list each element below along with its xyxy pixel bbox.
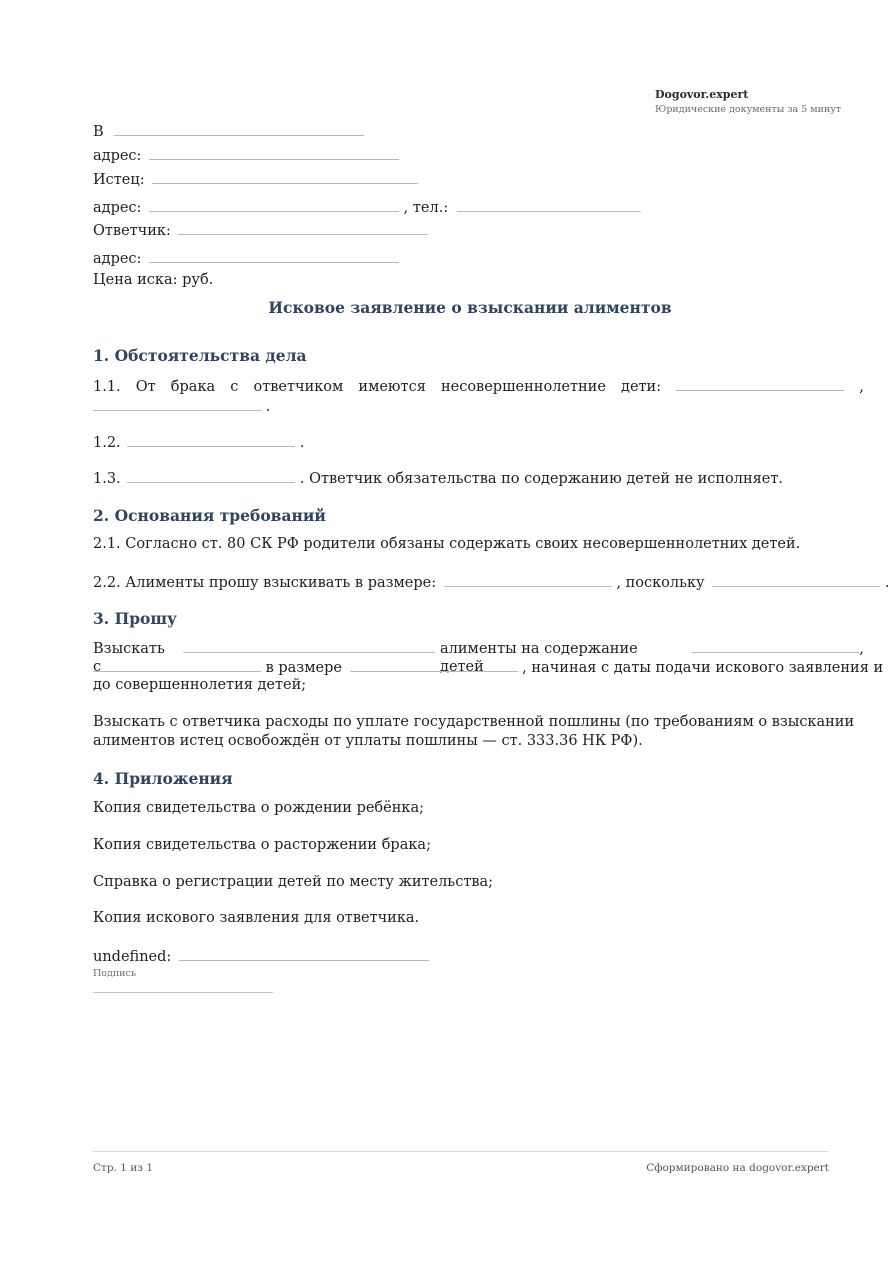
request-1-line2 bbox=[93, 657, 883, 677]
p11-word: От bbox=[135, 379, 156, 395]
signature-field-label: undefined: bbox=[93, 949, 172, 965]
plaintiff-address-blank bbox=[149, 197, 399, 212]
paragraph-1-1-line1 bbox=[93, 376, 864, 396]
req1-children-blank-2 bbox=[93, 657, 261, 672]
req1-b: алименты на содержание детей bbox=[440, 641, 638, 675]
attachment-item: Копия искового заявления для ответчика. bbox=[93, 910, 420, 926]
req1-amount-blank bbox=[350, 657, 518, 672]
p11-word: брака bbox=[170, 379, 216, 395]
signature-caption: Подпись bbox=[93, 968, 137, 979]
court-address-label: адрес: bbox=[93, 148, 142, 164]
p22-reason-blank bbox=[712, 572, 880, 587]
req1-c: , bbox=[859, 641, 865, 657]
signature-field bbox=[93, 946, 429, 966]
signature-line bbox=[93, 992, 273, 993]
court-blank bbox=[114, 121, 364, 136]
p13-blank bbox=[127, 468, 295, 483]
court-line bbox=[93, 121, 364, 141]
request-1-line3: до совершеннолетия детей; bbox=[93, 677, 307, 693]
req1-defendant-blank bbox=[183, 638, 435, 653]
footer-generated: Сформировано на dogovor.expert bbox=[646, 1162, 829, 1174]
req1-d: в размере bbox=[265, 660, 342, 676]
court-address-line bbox=[93, 145, 399, 165]
p22-end: . bbox=[884, 575, 890, 591]
phone-blank bbox=[457, 197, 641, 212]
footer-divider bbox=[93, 1151, 829, 1152]
p11-word: ответчиком bbox=[253, 379, 344, 395]
defendant-blank bbox=[178, 220, 428, 235]
defendant-line bbox=[93, 220, 428, 240]
court-label: В bbox=[93, 124, 104, 140]
section-4-heading: 4. Приложения bbox=[93, 769, 233, 788]
p11-word: несовершеннолетние bbox=[440, 379, 606, 395]
brand-block bbox=[655, 88, 855, 117]
p22-amount-blank bbox=[444, 572, 612, 587]
p12-dot: . bbox=[299, 435, 305, 451]
plaintiff-address-label: адрес: bbox=[93, 200, 142, 216]
paragraph-1-2 bbox=[93, 432, 305, 452]
request-2-line2: алиментов истец освобождён от уплаты пошлины — ст. 333.36 НК РФ). bbox=[93, 733, 643, 749]
p11-dot: . bbox=[265, 399, 271, 415]
page-number: Стр. 1 из 1 bbox=[93, 1162, 154, 1174]
section-2-heading: 2. Основания требований bbox=[93, 506, 326, 525]
paragraph-2-1: 2.1. Согласно ст. 80 СК РФ родители обязаны содержать своих несовершеннолетних детей. bbox=[93, 536, 801, 552]
court-address-blank bbox=[149, 145, 399, 160]
p13-tail: . Ответчик обязательства по содержанию детей не исполняет. bbox=[299, 471, 783, 487]
p11-comma: , bbox=[859, 379, 864, 395]
brand-name: Dogovor.expert bbox=[655, 88, 749, 101]
req1-e: , начиная с даты подачи искового заявления и bbox=[522, 660, 884, 676]
attachment-item: Копия свидетельства о расторжении брака; bbox=[93, 837, 431, 853]
signature-field-blank bbox=[179, 946, 429, 961]
plaintiff-blank bbox=[152, 169, 418, 184]
defendant-address-blank bbox=[149, 248, 399, 263]
plaintiff-label: Истец: bbox=[93, 172, 145, 188]
defendant-label: Ответчик: bbox=[93, 223, 171, 239]
p11-word: имеются bbox=[358, 379, 426, 395]
paragraph-1-1-line2 bbox=[93, 396, 270, 416]
attachment-item: Справка о регистрации детей по месту жительства; bbox=[93, 874, 494, 890]
document-title: Исковое заявление о взыскании алиментов bbox=[268, 298, 672, 317]
paragraph-2-2 bbox=[93, 572, 889, 592]
p12-blank bbox=[127, 432, 295, 447]
attachment-item: Копия свидетельства о рождении ребёнка; bbox=[93, 800, 424, 816]
p13-number: 1.3. bbox=[93, 471, 121, 487]
children-blank-2 bbox=[93, 396, 261, 411]
req1-a: Взыскать с bbox=[93, 641, 165, 675]
p12-number: 1.2. bbox=[93, 435, 121, 451]
req1-children-blank bbox=[692, 638, 860, 653]
p11-word: с bbox=[230, 379, 239, 395]
plaintiff-line bbox=[93, 169, 418, 189]
defendant-address-label: адрес: bbox=[93, 251, 142, 267]
p22-mid: , поскольку bbox=[616, 575, 705, 591]
section-1-heading: 1. Обстоятельства дела bbox=[93, 346, 307, 365]
defendant-address-line bbox=[93, 248, 399, 268]
p11-word: дети: bbox=[621, 379, 662, 395]
request-2-line1: Взыскать с ответчика расходы по уплате государственной пошлины (по требованиям о взыскании bbox=[93, 714, 855, 730]
p11-word: 1.1. bbox=[93, 379, 121, 395]
children-blank-1 bbox=[676, 376, 844, 391]
plaintiff-address-line bbox=[93, 197, 641, 217]
brand-tagline: Юридические документы за 5 минут bbox=[655, 104, 842, 115]
p22-lead: 2.2. Алименты прошу взыскивать в размере: bbox=[93, 575, 437, 591]
paragraph-1-3 bbox=[93, 468, 783, 488]
claim-price: Цена иска: руб. bbox=[93, 272, 214, 288]
section-3-heading: 3. Прошу bbox=[93, 609, 177, 628]
phone-label: , тел.: bbox=[403, 200, 449, 216]
